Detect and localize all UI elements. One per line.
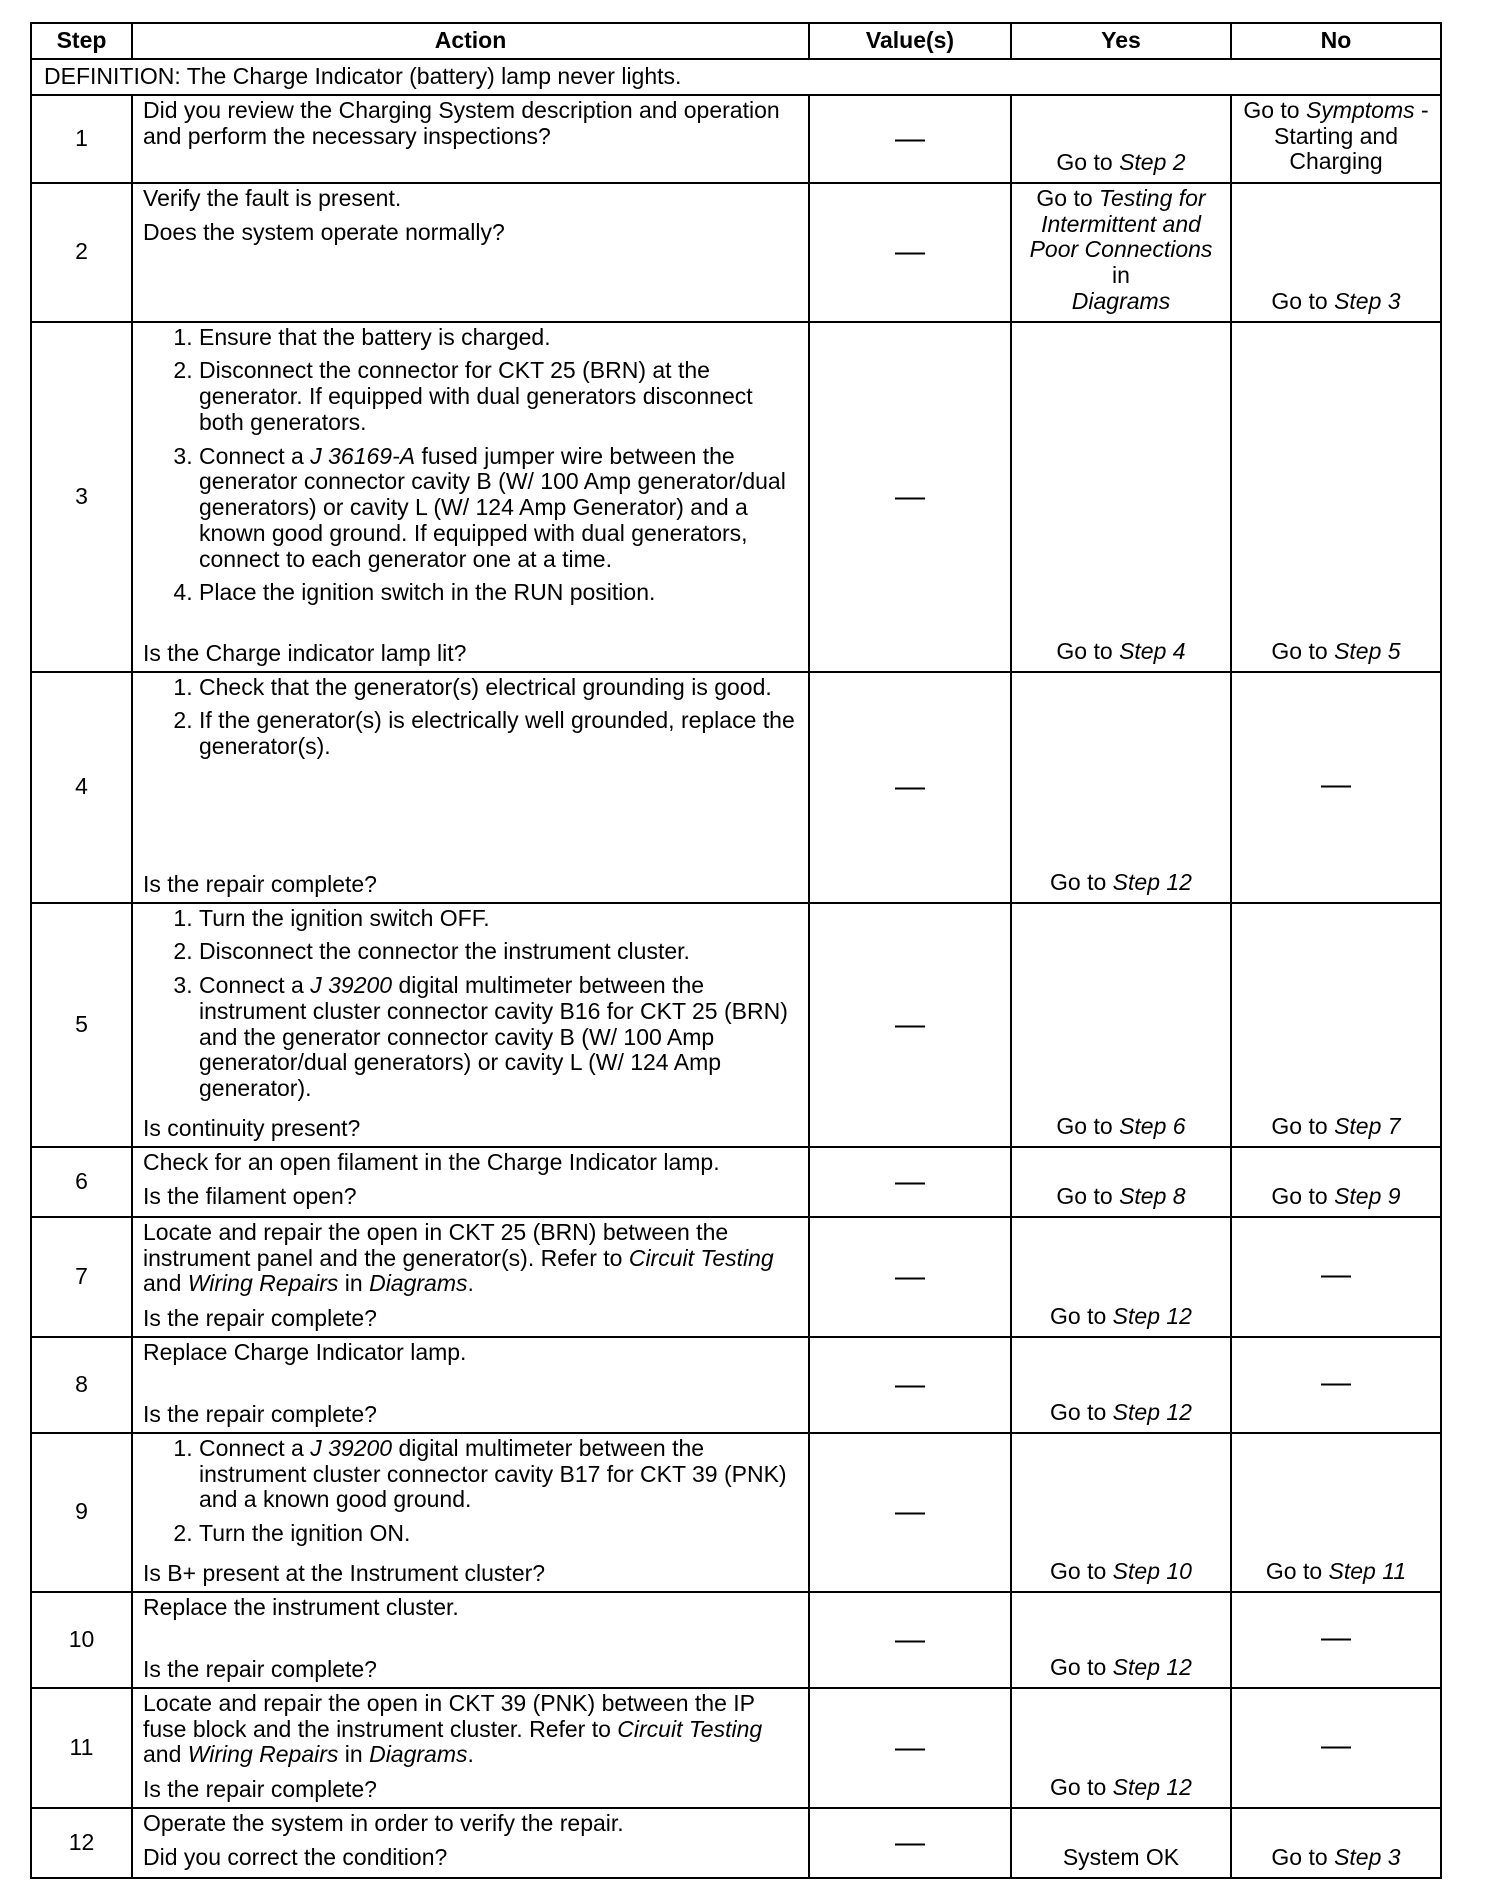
action-text: Check for an open filament in the Charge Indicator lamp.	[143, 1148, 720, 1175]
action-cell	[132, 672, 809, 903]
step-number: 12	[31, 1808, 132, 1878]
table-row	[31, 322, 1441, 672]
action-question: Does the system operate normally?	[143, 218, 505, 245]
action-text: Did you review the Charging System description and operation and perform the necessary inspections?	[143, 96, 780, 149]
table-row	[31, 1592, 1441, 1688]
yes-link: Step 6	[1119, 1113, 1186, 1139]
action-cell	[132, 1808, 809, 1878]
action-cell	[132, 183, 809, 322]
yes-link: Step 12	[1112, 1774, 1192, 1800]
yes-mid: in	[1112, 262, 1130, 288]
item-text: digital multimeter between the instrument cluster connector cavity B17 for CKT 39 (PNK) and a known good ground.	[199, 1434, 787, 1513]
action-question: Is continuity present?	[143, 1115, 361, 1141]
no-cell	[1231, 903, 1441, 1147]
table-row	[31, 1808, 1441, 1878]
list-item: 2. Disconnect the connector for CKT 25 (BRN) at the generator. If equipped with dual generators disconnect both generators.	[199, 358, 798, 435]
value-cell: —	[809, 1688, 1011, 1808]
value-cell: —	[809, 1217, 1011, 1337]
yes-link: Step 2	[1119, 149, 1186, 175]
yes-cell	[1011, 1337, 1231, 1433]
value-cell: —	[809, 1592, 1011, 1688]
yes-link: Step 12	[1112, 1303, 1192, 1329]
yes-prefix: Go to	[1056, 637, 1120, 664]
action-question: Is the repair complete?	[143, 1401, 377, 1427]
action-text	[143, 1691, 798, 1768]
text-part: in	[338, 1270, 370, 1297]
no-link: Step 3	[1334, 287, 1401, 314]
step-number: 10	[31, 1592, 132, 1688]
value-cell: —	[809, 183, 1011, 322]
action-list	[143, 906, 798, 1102]
no-cell: —	[1231, 672, 1441, 903]
value-cell: —	[809, 322, 1011, 672]
no-prefix: Go to	[1243, 96, 1306, 123]
yes-cell	[1011, 1433, 1231, 1592]
action-cell	[132, 1217, 809, 1337]
ref-link: Circuit Testing	[617, 1715, 763, 1742]
value-cell: —	[809, 1433, 1011, 1592]
table-row	[31, 1433, 1441, 1592]
no-prefix: Go to	[1271, 287, 1335, 314]
no-cell	[1231, 95, 1441, 183]
action-question: Is the repair complete?	[143, 1305, 377, 1331]
list-item: 2. If the generator(s) is electrically well grounded, replace the generator(s).	[199, 708, 798, 760]
action-cell	[132, 903, 809, 1147]
no-cell: —	[1231, 1592, 1441, 1688]
yes-link: Step 12	[1112, 1399, 1192, 1425]
yes-cell	[1011, 672, 1231, 903]
text-part: and	[143, 1741, 188, 1768]
list-item: 4. Place the ignition switch in the RUN position.	[199, 580, 798, 606]
step-number: 5	[31, 903, 132, 1147]
yes-prefix: Go to	[1050, 1558, 1113, 1584]
action-cell	[132, 1147, 809, 1217]
ref-link: Wiring Repairs	[187, 1741, 339, 1768]
yes-link: Step 8	[1119, 1183, 1186, 1209]
value-cell: —	[809, 1147, 1011, 1217]
ref-link: Diagrams	[369, 1741, 468, 1768]
action-text: Replace Charge Indicator lamp.	[143, 1338, 467, 1365]
yes-link-2: Diagrams	[1071, 287, 1171, 314]
action-question: Is the Charge indicator lamp lit?	[143, 639, 467, 666]
step-number: 2	[31, 183, 132, 322]
table-row	[31, 183, 1441, 322]
step-number: 1	[31, 95, 132, 183]
tool-name: J 39200	[310, 1434, 393, 1461]
no-link: Step 5	[1334, 637, 1401, 664]
action-cell	[132, 1688, 809, 1808]
header-action: Action	[132, 23, 809, 59]
ref-link: Wiring Repairs	[187, 1270, 339, 1297]
yes-cell	[1011, 322, 1231, 672]
yes-prefix: Go to	[1050, 868, 1113, 895]
definition-text: DEFINITION: The Charge Indicator (battery) lamp never lights.	[31, 59, 1441, 95]
text-part: in	[338, 1741, 370, 1768]
table-row	[31, 903, 1441, 1147]
text-part: and	[143, 1270, 188, 1297]
item-text: Connect a	[199, 1434, 311, 1461]
table-row	[31, 1337, 1441, 1433]
no-prefix: Go to	[1271, 1183, 1335, 1209]
header-step: Step	[31, 23, 132, 59]
header-row	[31, 23, 1441, 59]
table-row	[31, 95, 1441, 183]
list-item: 2. Disconnect the connector the instrument cluster.	[199, 939, 798, 965]
yes-cell	[1011, 903, 1231, 1147]
value-cell: —	[809, 672, 1011, 903]
text-part: .	[467, 1270, 474, 1297]
text-part: .	[467, 1741, 474, 1768]
no-suffix: - Starting and Charging	[1273, 96, 1429, 175]
item-text: Connect a	[199, 442, 311, 469]
no-prefix: Go to	[1271, 637, 1335, 664]
yes-prefix: Go to	[1050, 1654, 1113, 1680]
item-text: digital multimeter between the instrument cluster connector cavity B16 for CKT 25 (BRN) and the generator connector cavity B (W/ 100 Amp generator/dual generators) or cavity L (W/ 124 Amp generator).	[199, 972, 788, 1101]
action-question: Is B+ present at the Instrument cluster?	[143, 1560, 546, 1586]
no-cell: —	[1231, 1217, 1441, 1337]
list-item	[199, 444, 798, 573]
no-cell	[1231, 1147, 1441, 1217]
step-number: 3	[31, 322, 132, 672]
yes-link: Step 12	[1112, 1654, 1192, 1680]
tool-name: J 39200	[310, 972, 393, 998]
yes-prefix: Go to	[1050, 1399, 1113, 1425]
step-number: 11	[31, 1688, 132, 1808]
value-cell: —	[809, 1808, 1011, 1878]
no-link: Symptoms	[1305, 96, 1415, 123]
yes-cell	[1011, 1592, 1231, 1688]
yes-cell	[1011, 183, 1231, 322]
action-cell	[132, 95, 809, 183]
yes-prefix: Go to	[1050, 1303, 1113, 1329]
yes-prefix: Go to	[1056, 149, 1120, 175]
no-cell	[1231, 322, 1441, 672]
step-number: 9	[31, 1433, 132, 1592]
action-list	[143, 325, 798, 607]
yes-cell	[1011, 1217, 1231, 1337]
action-question: Is the repair complete?	[143, 1776, 377, 1802]
step-number: 4	[31, 672, 132, 903]
no-cell: —	[1231, 1688, 1441, 1808]
list-item: 1. Check that the generator(s) electrical grounding is good.	[199, 675, 798, 701]
no-cell	[1231, 183, 1441, 322]
yes-prefix: Go to	[1036, 184, 1100, 211]
yes-prefix: Go to	[1050, 1774, 1113, 1800]
no-cell	[1231, 1808, 1441, 1878]
text-part: Locate and repair the open in CKT 39 (PNK) between the IP fuse block and the instrument cluster. Refer to	[143, 1689, 755, 1742]
yes-prefix: Go to	[1056, 1113, 1120, 1139]
step-number: 6	[31, 1147, 132, 1217]
header-no: No	[1231, 23, 1441, 59]
tool-name: J 36169-A	[310, 442, 416, 469]
list-item: 2. Turn the ignition ON.	[199, 1521, 798, 1547]
table-row	[31, 1217, 1441, 1337]
action-text: Replace the instrument cluster.	[143, 1593, 459, 1620]
yes-link: Step 10	[1112, 1558, 1192, 1584]
action-list	[143, 675, 798, 760]
no-cell: —	[1231, 1337, 1441, 1433]
action-question: Is the repair complete?	[143, 1656, 377, 1682]
diagnostic-table	[30, 22, 1442, 1879]
action-text	[143, 1220, 798, 1297]
list-item: 1. Ensure that the battery is charged.	[199, 325, 798, 351]
action-cell	[132, 322, 809, 672]
step-number: 8	[31, 1337, 132, 1433]
action-text: Verify the fault is present.	[143, 184, 402, 211]
yes-link: Step 4	[1119, 637, 1186, 664]
diagnostic-table-page	[30, 22, 1440, 1879]
yes-cell	[1011, 1147, 1231, 1217]
action-list	[143, 1436, 798, 1547]
yes-cell: System OK	[1011, 1808, 1231, 1878]
table-row	[31, 1688, 1441, 1808]
item-text: fused jumper wire between the generator connector cavity B (W/ 100 Amp generator/dual generators) or cavity L (W/ 124 Amp Generator) and a known good ground. If equipped with dual generators, connect to each generator one at a time.	[199, 442, 786, 572]
action-cell	[132, 1592, 809, 1688]
action-cell	[132, 1337, 809, 1433]
no-link: Step 9	[1334, 1183, 1401, 1209]
no-link: Step 11	[1328, 1558, 1407, 1584]
table-row	[31, 1147, 1441, 1217]
action-question: Is the repair complete?	[143, 870, 377, 897]
value-cell: —	[809, 1337, 1011, 1433]
item-text: Connect a	[199, 972, 311, 998]
ref-link: Diagrams	[369, 1270, 468, 1297]
action-cell	[132, 1433, 809, 1592]
text-part: Locate and repair the open in CKT 25 (BRN) between the instrument panel and the generator(s). Refer to	[143, 1218, 729, 1271]
no-link: Step 3	[1334, 1844, 1401, 1870]
value-cell: —	[809, 903, 1011, 1147]
list-item	[199, 973, 798, 1102]
yes-prefix: Go to	[1056, 1183, 1120, 1209]
yes-link: Testing for Intermittent and Poor Connections	[1029, 184, 1213, 263]
list-item	[199, 1436, 798, 1513]
list-item: 1. Turn the ignition switch OFF.	[199, 906, 798, 932]
yes-cell	[1011, 1688, 1231, 1808]
no-link: Step 7	[1334, 1113, 1401, 1139]
action-text: Operate the system in order to verify the repair.	[143, 1809, 624, 1836]
header-values: Value(s)	[809, 23, 1011, 59]
header-yes: Yes	[1011, 23, 1231, 59]
ref-link: Circuit Testing	[628, 1244, 774, 1271]
no-prefix: Go to	[1271, 1113, 1335, 1139]
action-question: Is the filament open?	[143, 1182, 357, 1209]
yes-cell	[1011, 95, 1231, 183]
yes-link: Step 12	[1112, 868, 1192, 895]
action-question: Did you correct the condition?	[143, 1843, 448, 1870]
step-number: 7	[31, 1217, 132, 1337]
no-prefix: Go to	[1271, 1844, 1335, 1870]
table-row	[31, 672, 1441, 903]
value-cell: —	[809, 95, 1011, 183]
definition-row	[31, 59, 1441, 95]
no-prefix: Go to	[1265, 1558, 1329, 1584]
no-cell	[1231, 1433, 1441, 1592]
